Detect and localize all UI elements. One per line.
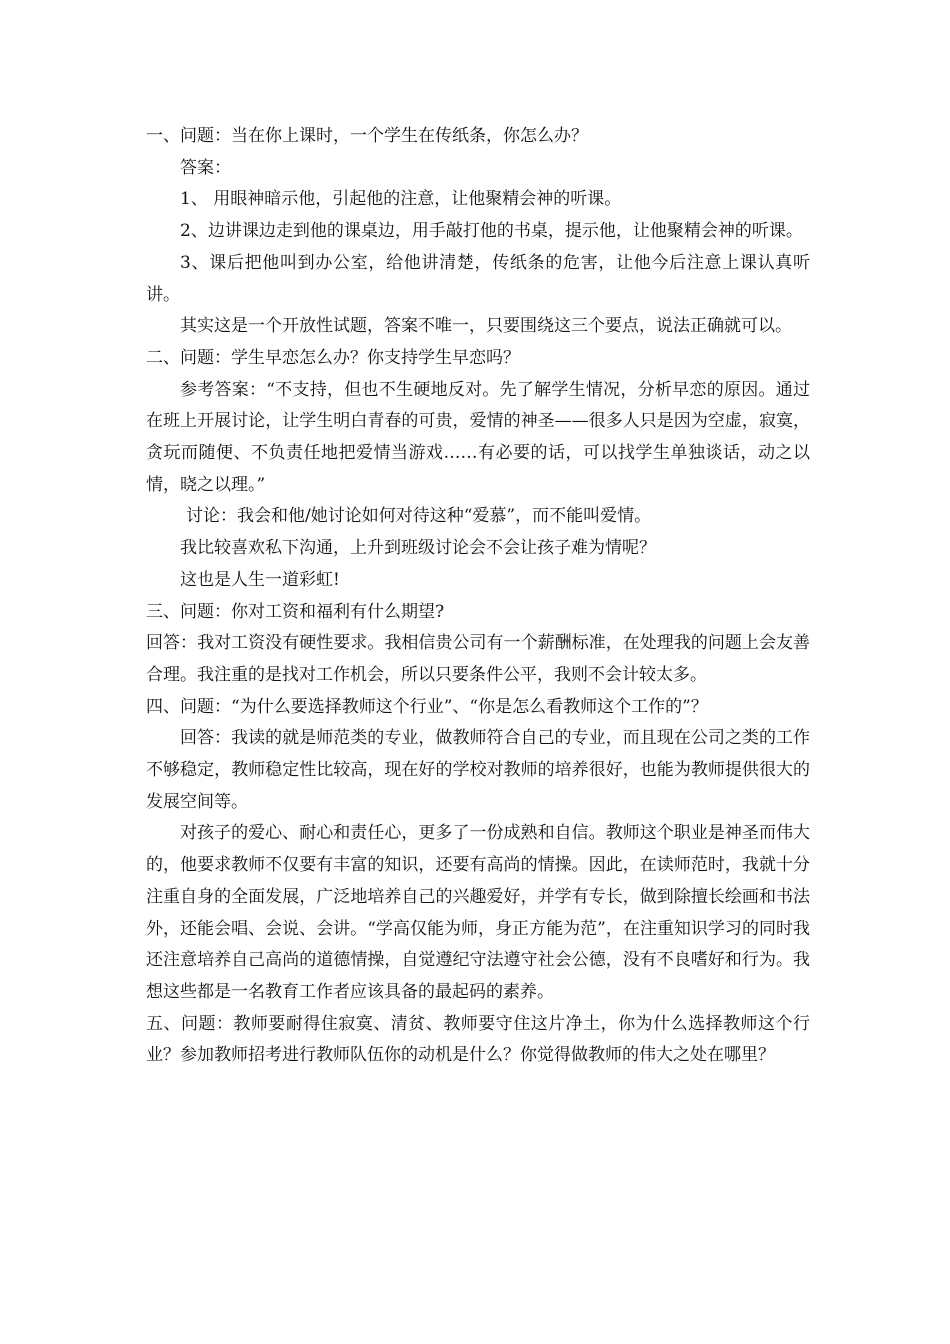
- rainbow-paragraph: 这也是人生一道彩虹!: [180, 569, 340, 590]
- question-4-answer: 回答：我读的就是师范类的专业，做教师符合自己的专业，而且现在公司之类的工作不够稳定，教师稳定性比较高，现在好的学校对教师的培养很好，也能为教师提供很大的发展空间等。: [146, 728, 810, 812]
- teacher-qualities-paragraph: 对孩子的爱心、耐心和责任心，更多了一份成熟和自信。教师这个职业是神圣而伟大的，他要求教师不仅要有丰富的知识，还要有高尚的情操。因此，在读师范时，我就十分注重自身的全面发展，广泛地培养自己的兴趣爱好，并学有专长，做到除擅长绘画和书法外，还能会唱、会说、会讲。“学高仅能为师，身正方能为范”，在注重知识学习的同时我还注意培养自己高尚的道德情操，自觉遵纪守法遵守社会公德，没有不良嗜好和行为。我想这些都是一名教育工作者应该具备的最起码的素养。: [146, 823, 810, 1002]
- question-2-heading: 二、问题：学生早恋怎么办？你支持学生早恋吗？: [146, 347, 520, 368]
- answer-item-3: 3、课后把他叫到办公室，给他讲清楚，传纸条的危害，让他今后注意上课认真听讲。: [146, 252, 810, 305]
- discussion-paragraph: 讨论：我会和他/她讨论如何对待这种“爱慕”，而不能叫爱情。: [186, 506, 652, 527]
- question-4-heading: 四、问题：“为什么要选择教师这个行业”、“你是怎么看教师这个工作的”？: [146, 696, 708, 717]
- reference-answer: 参考答案：“不支持，但也不生硬地反对。先了解学生情况，分析早恋的原因。通过在班上开展讨论，让学生明白青春的可贵，爱情的神圣——很多人只是因为空虚，寂寞，贪玩而随便、不负责任地把爱情当游戏……有必要的话，可以找学生单独谈话，动之以情，晓之以理。”: [146, 379, 810, 495]
- answer-item-2: 2、边讲课边走到他的课桌边，用手敲打他的书桌，提示他，让他聚精会神的听课。: [180, 221, 803, 242]
- question-1-heading: 一、问题：当在你上课时，一个学生在传纸条，你怎么办？: [146, 126, 588, 146]
- question-3-heading: 三、问题：你对工资和福利有什么期望?: [146, 601, 445, 622]
- private-communication-paragraph: 我比较喜欢私下沟通，上升到班级讨论会不会让孩子难为情呢？: [180, 538, 656, 559]
- answer-note: 其实这是一个开放性试题，答案不唯一，只要围绕这三个要点，说法正确就可以。: [180, 316, 792, 337]
- document-body: [146, 121, 810, 1072]
- question-5-heading: 五、问题：教师要耐得住寂寞、清贫、教师要守住这片净土，你为什么选择教师这个行业？参加教师招考进行教师队伍你的动机是什么？你觉得做教师的伟大之处在哪里？: [146, 1013, 810, 1066]
- question-3-answer: 回答：我对工资没有硬性要求。我相信贵公司有一个薪酬标准，在处理我的问题上会友善合理。我注重的是找对工作机会，所以只要条件公平，我则不会计较太多。: [146, 633, 810, 685]
- answer-item-1: 1、 用眼神暗示他，引起他的注意，让他聚精会神的听课。: [180, 189, 622, 210]
- answer-label: 答案：: [180, 157, 231, 178]
